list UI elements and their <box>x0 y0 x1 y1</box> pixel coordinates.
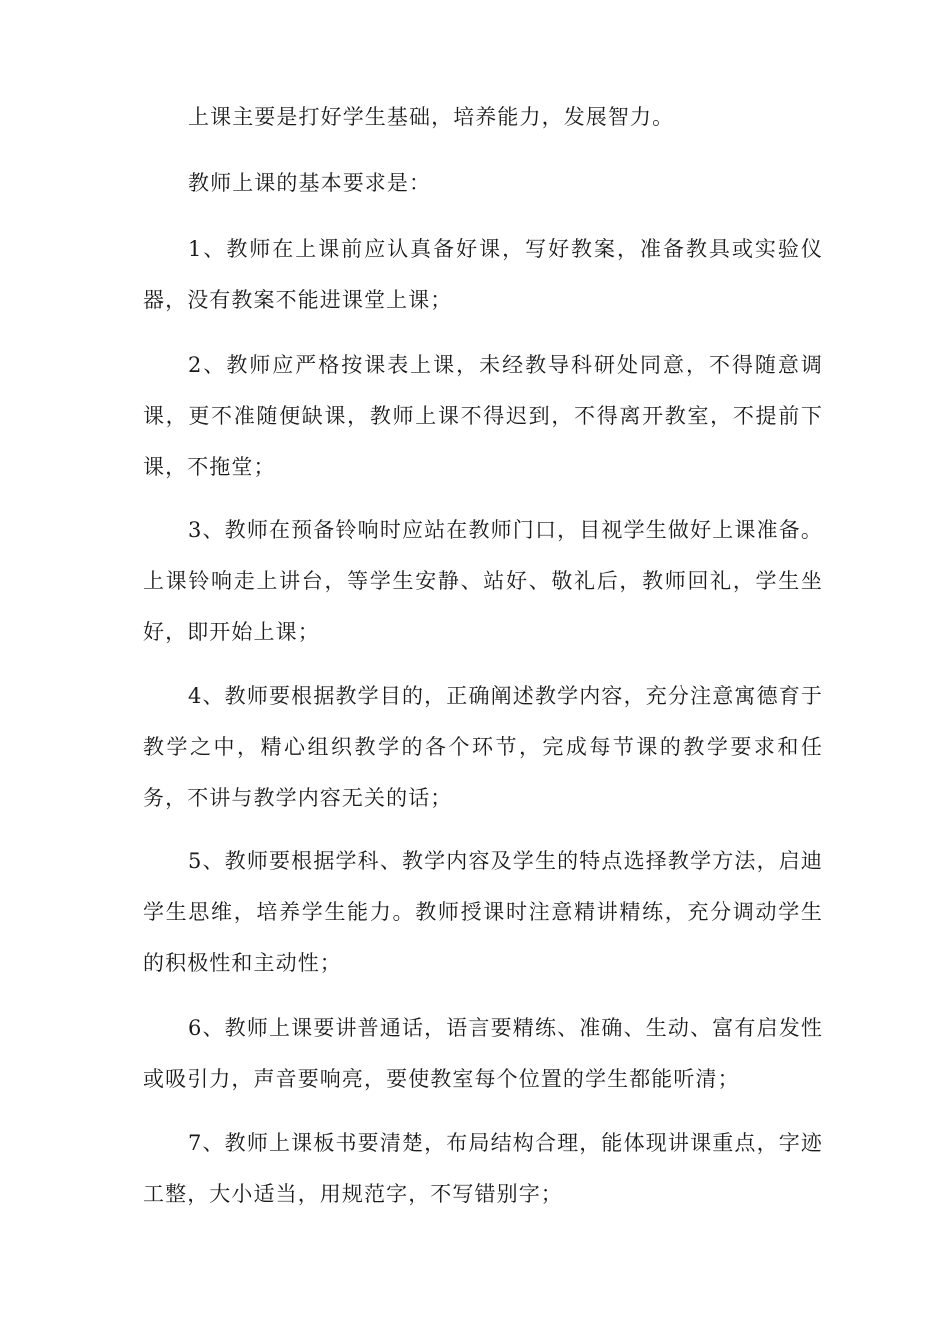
paragraph-item-2: 2、教师应严格按课表上课，未经教导科研处同意，不得随意调课，更不准随便缺课，教师上课不得迟到，不得离开教室，不提前下课，不拖堂； <box>143 353 823 479</box>
paragraph-item-1: 1、教师在上课前应认真备好课，写好教案，准备教具或实验仪器，没有教案不能进课堂上课； <box>143 237 823 312</box>
paragraph-item-3: 3、教师在预备铃响时应站在教师门口，目视学生做好上课准备。上课铃响走上讲台，等学生安静、站好、敬礼后，教师回礼，学生坐好，即开始上课； <box>143 518 823 644</box>
paragraph-item-4: 4、教师要根据教学目的，正确阐述教学内容，充分注意寓德育于教学之中，精心组织教学的各个环节，完成每节课的教学要求和任务，不讲与教学内容无关的话； <box>143 684 823 810</box>
paragraph-item-6: 6、教师上课要讲普通话，语言要精练、准确、生动、富有启发性或吸引力，声音要响亮，要使教室每个位置的学生都能听清； <box>143 1016 823 1091</box>
paragraph-intro: 上课主要是打好学生基础，培养能力，发展智力。 <box>188 105 675 129</box>
paragraph-requirements-heading: 教师上课的基本要求是： <box>188 171 432 195</box>
paragraph-item-5: 5、教师要根据学科、教学内容及学生的特点选择教学方法，启迪学生思维，培养学生能力。教师授课时注意精讲精练，充分调动学生的积极性和主动性； <box>143 849 823 975</box>
paragraph-item-7: 7、教师上课板书要清楚，布局结构合理，能体现讲课重点，字迹工整，大小适当，用规范字，不写错别字； <box>143 1131 823 1206</box>
